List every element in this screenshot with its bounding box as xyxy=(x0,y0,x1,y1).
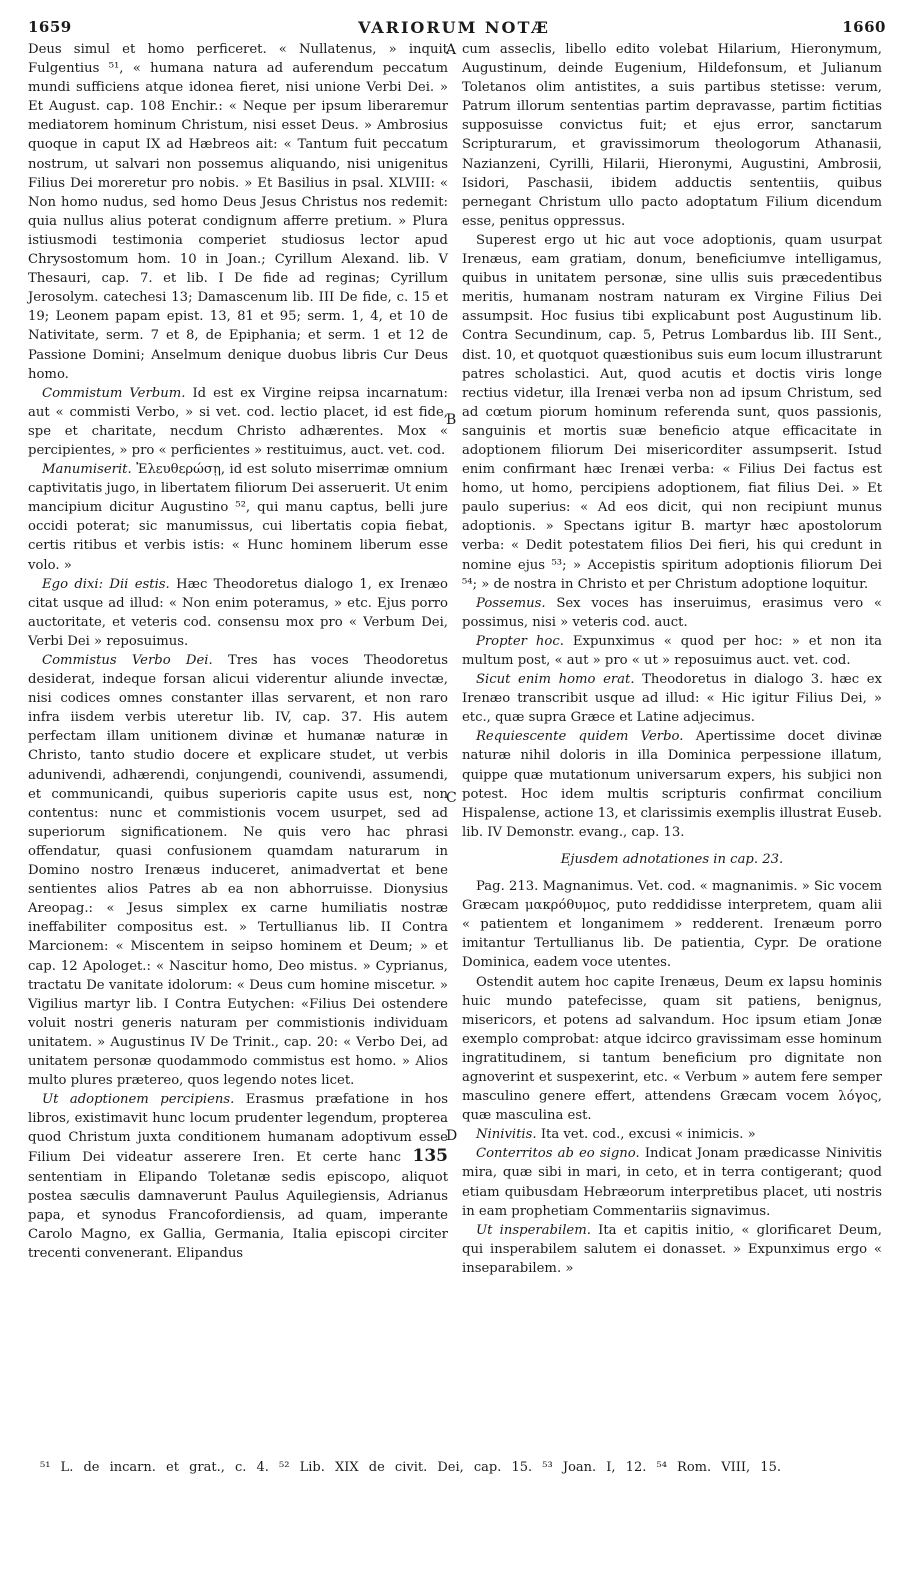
running-title: VARIORUM NOTÆ xyxy=(358,18,550,37)
note-paragraph xyxy=(462,231,882,594)
note-text: Indicat Jonam prædicasse Ninivitis mira, quæ sibi in mari, in ceto, et in terra contigerant; quod etiam quibusdam Hebræorum interpretibus placet, uti nostris in eam prophetiam Commentariis signavimus. xyxy=(462,1146,882,1219)
margin-letter-d: D xyxy=(446,1128,458,1144)
note-lemma: Requiescente quidem Verbo. xyxy=(476,729,684,745)
note-text: Apertissime docet divinæ naturæ nihil doloris in illa Dominica perpessione illatum, quippe quæ mutationum universarum expers, his subjici non potest. Hoc idem multis scripturis confirmat concilium Hispalense, actione 13, et clarissimis exemplis illustrat Euseb. lib. IV Demonstr. evang., cap. 13. xyxy=(462,729,883,840)
edition-page-marker: 135 xyxy=(412,1146,448,1167)
note-text: Erasmus præfatione in hos libros, existimavit hunc locum prudenter legendum, propterea quod Christum juxta conditionem humanam adoptivum esse Filium Dei videatur asserere Iren. Et certe hanc xyxy=(28,1092,448,1166)
note-text: Expunximus « quod per hoc: » et non ita multum post, « aut » pro « ut » reposuimus auct. vet. cod. xyxy=(462,633,882,668)
section-heading: Ejusdem adnotationes in cap. 23. xyxy=(560,851,784,867)
note-lemma: Ninivitis. xyxy=(476,1127,537,1143)
note-text: Deus simul et homo perficeret. « Nullatenus, » inquit Fulgentius ⁵¹, « humana natura ad auferendum peccatum mundi sufficiens atque idonea fieret, nisi unione Verbi Dei. » Et August. cap. 108 Enchir.: « Neque per ipsum liberaremur mediatorem hominum Christum, nisi esset Deus. » Ambrosius quoque in caput IX ad Hæbreos ait: « Tantum fuit peccatum nostrum, ut salvari non possemus aliquando, nisi unigenitus Filius Dei moreretur pro nobis. » Et Basilius in psal. XLVIII: « Non homo nudus, sed homo Deus Jesus Christus nos redemit: quia nullus alius poterat condignum afferre pretium. » Plura istiusmodi testimonia comperiet studiosus lector apud Chrysostomum hom. 10 in Joan.; Cyrillum Alexand. lib. V Thesauri, cap. 7. et lib. I De fide ad reginas; Cyrillum Jerosolym. catechesi 13; Damascenum lib. III De fide, c. 15 et 19; Leonem papam epist. 13, 81 et 95; serm. 1, 4, et 10 de Nativitate, serm. 7 et 8, de Epiphania; et serm. 1 et 12 de Passione Domini; Anselmum denique duobus libris Cur Deus homo. xyxy=(28,42,448,382)
note-text: Superest ergo ut hic aut voce adoptionis, quam usurpat Irenæus, eam gratiam, donum, beneficiumve intelligamus, quibus in unitatem personæ, sine ullis suis præcedentibus meritis, humanam nostram naturam ex Virgine Filius Dei assumpsit. Hoc fusius tibi explicabunt post Augustinum lib. Contra Secundinum, cap. 5, Petrus Lombardus lib. III Sent., dist. 10, et quotquot quæstionibus suis eum locum illustrarunt patres scholastici. Aut, quod acutis et doctis viris longe rectius videtur, illa Irenæi verba non ad ipsum Christum, sed ad cœtum piorum hominum referenda sunt, quos passionis, sanguinis et mortis suæ beneficio atque efficacitate in adoptionem filiorum Dei misericorditer assumpserit. Istud enim confirmant hæc Irenæi verba: « Filius Dei factus est homo, ut homo, percipiens adoptionem, fiat filius Dei. » Et paulo superius: « Ad eos dicit, qui non recipiunt munus adoptionis. » Spectans igitur B. martyr hæc apostolorum verba: « Dedit potestatem filios Dei fieri, his qui credunt in nomine ejus ⁵³; » Accepistis spiritum adoptionis filiorum Dei ⁵⁴; » de nostra in Christo et per Christum adoptione loquitur. xyxy=(462,232,882,592)
right-column xyxy=(462,40,882,1278)
note-paragraph xyxy=(462,594,882,632)
note-lemma: Possemus. xyxy=(476,595,546,611)
note-paragraph xyxy=(462,632,882,670)
page-number-right: 1660 xyxy=(842,18,886,36)
note-text: cum asseclis, libello edito volebat Hilarium, Hieronymum, Augustinum, deinde Eugenium, Hildefonsum, et Julianum Toletanos olim antistites, a suis partibus stetisse: verum, Patrum illorum sententias partim depravasse, partim fictitias supposuisse convictus fuit; et ejus error, sanctarum Scripturarum, et gravissimorum theologorum Athanasii, Nazianzeni, Cyrilli, Hilarii, Hieronymi, Augustini, Ambrosii, Isidori, Paschasii, ibidem adductis sententiis, quibus pernegant Christum ullo pacto adoptatum Filium dicendum esse, penitus oppressus. xyxy=(462,42,882,229)
note-text: Ostendit autem hoc capite Irenæus, Deum ex lapsu hominis huic mundo patefecisse, quam sit patiens, benignus, misericors, et potens ad salvandum. Hoc ipsum etiam Jonæ exemplo comprobat: atque idcirco gravissimam esse hominum ingratitudinem, si tantum beneficium pro dignitate non agnoverint et suspexerint, etc. « Verbum » autem fere semper masculino genere effert, attendens Græcam vocem λόγος, quæ masculina est. xyxy=(462,974,882,1124)
note-text: Pag. 213. Magnanimus. Vet. cod. « magnanimis. » Sic vocem Græcam μακρόθυμος, puto reddidisse interpretem, quam alii « patientem et longanimem » redderent. Irenæum porro imitantur Tertullianus lib. De patientia, Cypr. De oratione Dominica, eadem voce utentes. xyxy=(462,879,882,971)
note-lemma: Propter hoc. xyxy=(476,633,564,649)
note-paragraph xyxy=(28,40,448,384)
note-lemma: Ut adoptionem percipiens. xyxy=(42,1092,235,1108)
margin-letter-a: A xyxy=(446,42,457,58)
margin-letter-c: C xyxy=(446,790,457,806)
left-column xyxy=(28,40,448,1263)
note-paragraph xyxy=(462,1144,882,1220)
note-paragraph xyxy=(462,877,882,972)
note-paragraph xyxy=(28,575,448,651)
note-lemma: Conterritos ab eo signo. xyxy=(476,1146,640,1162)
margin-letter-b: B xyxy=(446,412,457,428)
note-lemma: Ut insperabilem. xyxy=(476,1222,591,1238)
note-text: Hæc Theodoretus dialogo 1, ex Irenæo citat usque ad illud: « Non enim poteramus, » etc. Ejus porro auctoritate, et veteris cod. consensu mox pro « Verbum Dei, Verbi Dei » reposuimus. xyxy=(28,576,448,649)
note-paragraph xyxy=(462,670,882,727)
page-number-left: 1659 xyxy=(28,18,72,36)
note-paragraph xyxy=(462,1221,882,1278)
note-text-continued: sententiam in Elipando Toletanæ sedis episcopo, aliquot postea sæculis damnaverunt Paulus Aquilegiensis, Adrianus papa, et synodus Francofordiensis, ad quam, imperante Carolo Magno, ex Gallia, Germania, Italia episcopi circiter trecenti convenerant. Elipandus xyxy=(28,1169,448,1261)
note-text: Sex voces has inseruimus, erasimus vero « possimus, nisi » veteris cod. auct. xyxy=(462,595,882,630)
note-lemma: Commistus Verbo Dei. xyxy=(42,653,213,668)
note-text: Ita vet. cod., excusi « inimicis. » xyxy=(540,1127,756,1143)
footnotes: ⁵¹ L. de incarn. et grat., c. 4. ⁵² Lib. XIX de civit. Dei, cap. 15. ⁵³ Joan. I, 12. ⁵⁴ Rom. VIII, 15. xyxy=(40,1460,781,1475)
note-text: Tres has voces Theodoretus desiderat, indeque forsan alicui viderentur aliunde invectæ, nisi codices omnes constanter illas servarent, et non raro infra iisdem verbis uteretur lib. IV, cap. 37. His autem perfectam illam unitionem divinæ et humanæ naturæ in Christo, tanto studio docere et explicare studet, ut verbis adunivendi, adhærendi, conjungendi, counivendi, assumendi, et communicandi, quibus superioris capite usus est, non contentus: nunc et commistionis vocem usurpet, sed ad superiorum significationem. Ne quis vero hac phrasi offendatur, quasi confusionem quamdam naturarum in Domino nostro Irenæus induceret, animadvertat et bene sentientes alios Patres ab ea non abhorruisse. Dionysius Areopag.: « Jesus simplex ex carne humiliatis nostræ ineffabiliter compositus est. » Tertullianus lib. II Contra Marcionem: « Miscentem in seipso hominem et Deum; » et cap. 12 Apologet.: « Nascitur homo, Deo mistus. » Cyprianus, tractatu De vanitate idolorum: « Deus cum homine miscetur. » Vigilius martyr lib. I Contra Eutychen: «Filius Dei ostendere voluit nostri generis naturam per commistionis individuam unitatem. » Augustinus IV De Trinit., cap. 20: « Verbo Dei, ad unitatem personæ quodammodo commistus est homo. » Alios multo plures prætereo, quos legendo notes licet. xyxy=(28,653,448,1089)
note-paragraph xyxy=(28,384,448,460)
note-text: Theodoretus in dialogo 3. hæc ex Irenæo transcribit usque ad illud: « Hic igitur Filius Dei, » etc., quæ supra Græce et Latine adjecimus. xyxy=(462,672,882,726)
note-text: Ita et capitis initio, « glorificaret Deum, qui insperabilem salutem ei donasset. » Expunximus ergo « inseparabilem. » xyxy=(462,1222,882,1276)
note-paragraph xyxy=(462,727,882,842)
note-paragraph xyxy=(462,973,882,1126)
note-paragraph xyxy=(28,1090,448,1263)
note-text: Id est ex Virgine reipsa incarnatum: aut « commisti Verbo, » si vet. cod. lectio placet, id est fide, spe et charitate, necdum Christo adhærentes. Mox « percipientes, » pro « perficientes » restituimus, auct. vet. cod. xyxy=(28,385,448,458)
note-paragraph xyxy=(462,1125,882,1144)
note-lemma: Ego dixi: Dii estis. xyxy=(42,576,170,592)
note-text: Ἐλευθερώσῃ, id est soluto miserrimæ omnium captivitatis jugo, in libertatem filiorum Dei asseruerit. Ut enim mancipium dicitur Augustino ⁵², qui manu captus, belli jure occidi poterat; sic manumissus, cui libertatis copia fiebat, certis ritibus et verbis istis: « Hunc hominem liberum esse volo. » xyxy=(28,462,448,573)
note-paragraph xyxy=(28,651,448,1090)
note-lemma: Sicut enim homo erat. xyxy=(476,672,635,688)
note-paragraph xyxy=(28,460,448,575)
note-lemma: Commistum Verbum. xyxy=(42,385,186,401)
note-paragraph xyxy=(462,40,882,231)
note-lemma: Manumiserit. xyxy=(42,462,132,478)
